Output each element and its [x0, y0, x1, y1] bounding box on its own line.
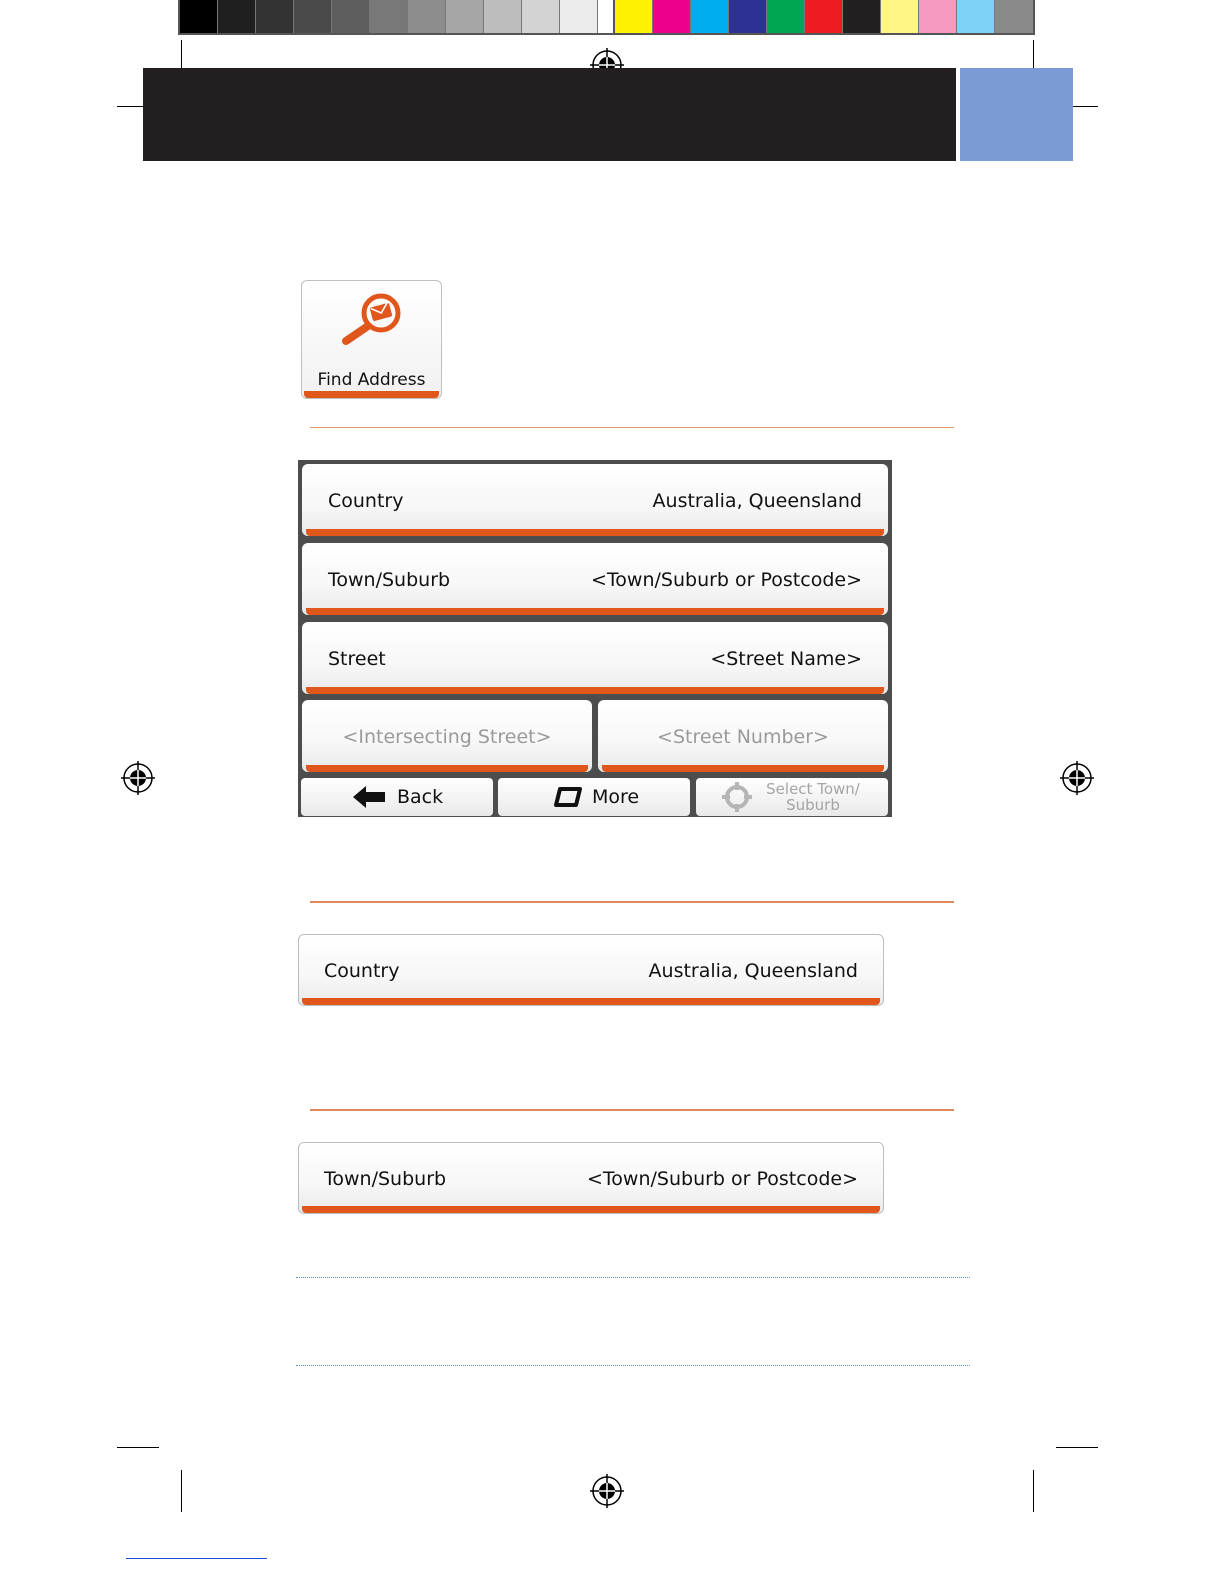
gray-swatch [408, 0, 446, 33]
color-swatch [843, 0, 881, 33]
crop-mark [117, 1447, 159, 1448]
country-field-value: Australia, Queensland [648, 960, 858, 982]
gray-swatch [484, 0, 522, 33]
page-header-band [143, 68, 956, 161]
street-row-label: Street [328, 648, 386, 670]
crop-mark [181, 1470, 182, 1512]
street-number-label: <Street Number> [657, 726, 829, 748]
crosshair-icon [722, 782, 752, 812]
back-button[interactable] [301, 778, 493, 816]
country-field-label: Country [324, 960, 400, 982]
town-suburb-field-value: <Town/Suburb or Postcode> [587, 1168, 858, 1190]
accent-bar [302, 1206, 880, 1213]
select-label-line2: Suburb [786, 796, 840, 814]
country-row-label: Country [328, 490, 404, 512]
find-address-label: Find Address [317, 370, 426, 390]
footer-underline [126, 1558, 267, 1559]
town-suburb-row[interactable] [302, 543, 888, 615]
color-swatch [881, 0, 919, 33]
back-label: Back [397, 786, 444, 808]
color-swatch [919, 0, 957, 33]
grayscale-swatch-bar [178, 0, 638, 35]
more-icon [554, 787, 582, 807]
accent-bar [304, 391, 439, 398]
crop-mark [1056, 1447, 1098, 1448]
intersecting-street-label: <Intersecting Street> [342, 726, 552, 748]
accent-bar [306, 529, 884, 536]
gray-swatch [218, 0, 256, 33]
town-suburb-row-label: Town/Suburb [328, 569, 451, 591]
gray-swatch [294, 0, 332, 33]
crop-mark [1033, 1470, 1034, 1512]
note-divider-bottom [296, 1365, 970, 1366]
gray-swatch [370, 0, 408, 33]
registration-mark-icon [1060, 761, 1094, 795]
color-swatch [653, 0, 691, 33]
more-button[interactable] [498, 778, 690, 816]
color-swatch-bar [613, 0, 1035, 35]
section-divider [310, 901, 954, 903]
town-suburb-row-value: <Town/Suburb or Postcode> [591, 569, 862, 591]
country-row[interactable] [302, 464, 888, 536]
gray-swatch [560, 0, 598, 33]
accent-bar [306, 687, 884, 694]
town-suburb-field-label: Town/Suburb [324, 1168, 447, 1190]
color-swatch [729, 0, 767, 33]
select-town-suburb-button[interactable] [696, 778, 888, 816]
color-swatch [615, 0, 653, 33]
accent-bar [306, 608, 884, 615]
street-row-value: <Street Name> [710, 648, 862, 670]
country-row-value: Australia, Queensland [652, 490, 862, 512]
street-number-button[interactable] [598, 700, 888, 772]
intersecting-street-button[interactable] [302, 700, 592, 772]
arrow-left-icon [353, 786, 387, 808]
accent-bar [302, 998, 880, 1005]
accent-bar [306, 765, 588, 772]
color-swatch [957, 0, 995, 33]
color-swatch [767, 0, 805, 33]
select-label-line1: Select Town/ [766, 780, 860, 798]
color-swatch [805, 0, 843, 33]
magnifier-envelope-icon [338, 291, 404, 347]
gray-swatch [522, 0, 560, 33]
color-swatch [691, 0, 729, 33]
accent-bar [602, 765, 884, 772]
more-label: More [592, 786, 640, 808]
section-divider [310, 1109, 954, 1111]
note-divider-top [296, 1277, 970, 1278]
find-address-screen [298, 460, 892, 817]
page-tab-marker [960, 68, 1073, 161]
registration-mark-icon [590, 1474, 624, 1508]
section-divider [310, 427, 954, 428]
find-address-button[interactable] [301, 280, 442, 399]
town-suburb-field-button[interactable] [298, 1142, 884, 1214]
color-swatch [995, 0, 1033, 33]
registration-mark-icon [121, 761, 155, 795]
select-town-suburb-label [758, 781, 868, 813]
gray-swatch [256, 0, 294, 33]
gray-swatch [446, 0, 484, 33]
street-row[interactable] [302, 622, 888, 694]
gray-swatch [180, 0, 218, 33]
gray-swatch [332, 0, 370, 33]
country-field-button[interactable] [298, 934, 884, 1006]
